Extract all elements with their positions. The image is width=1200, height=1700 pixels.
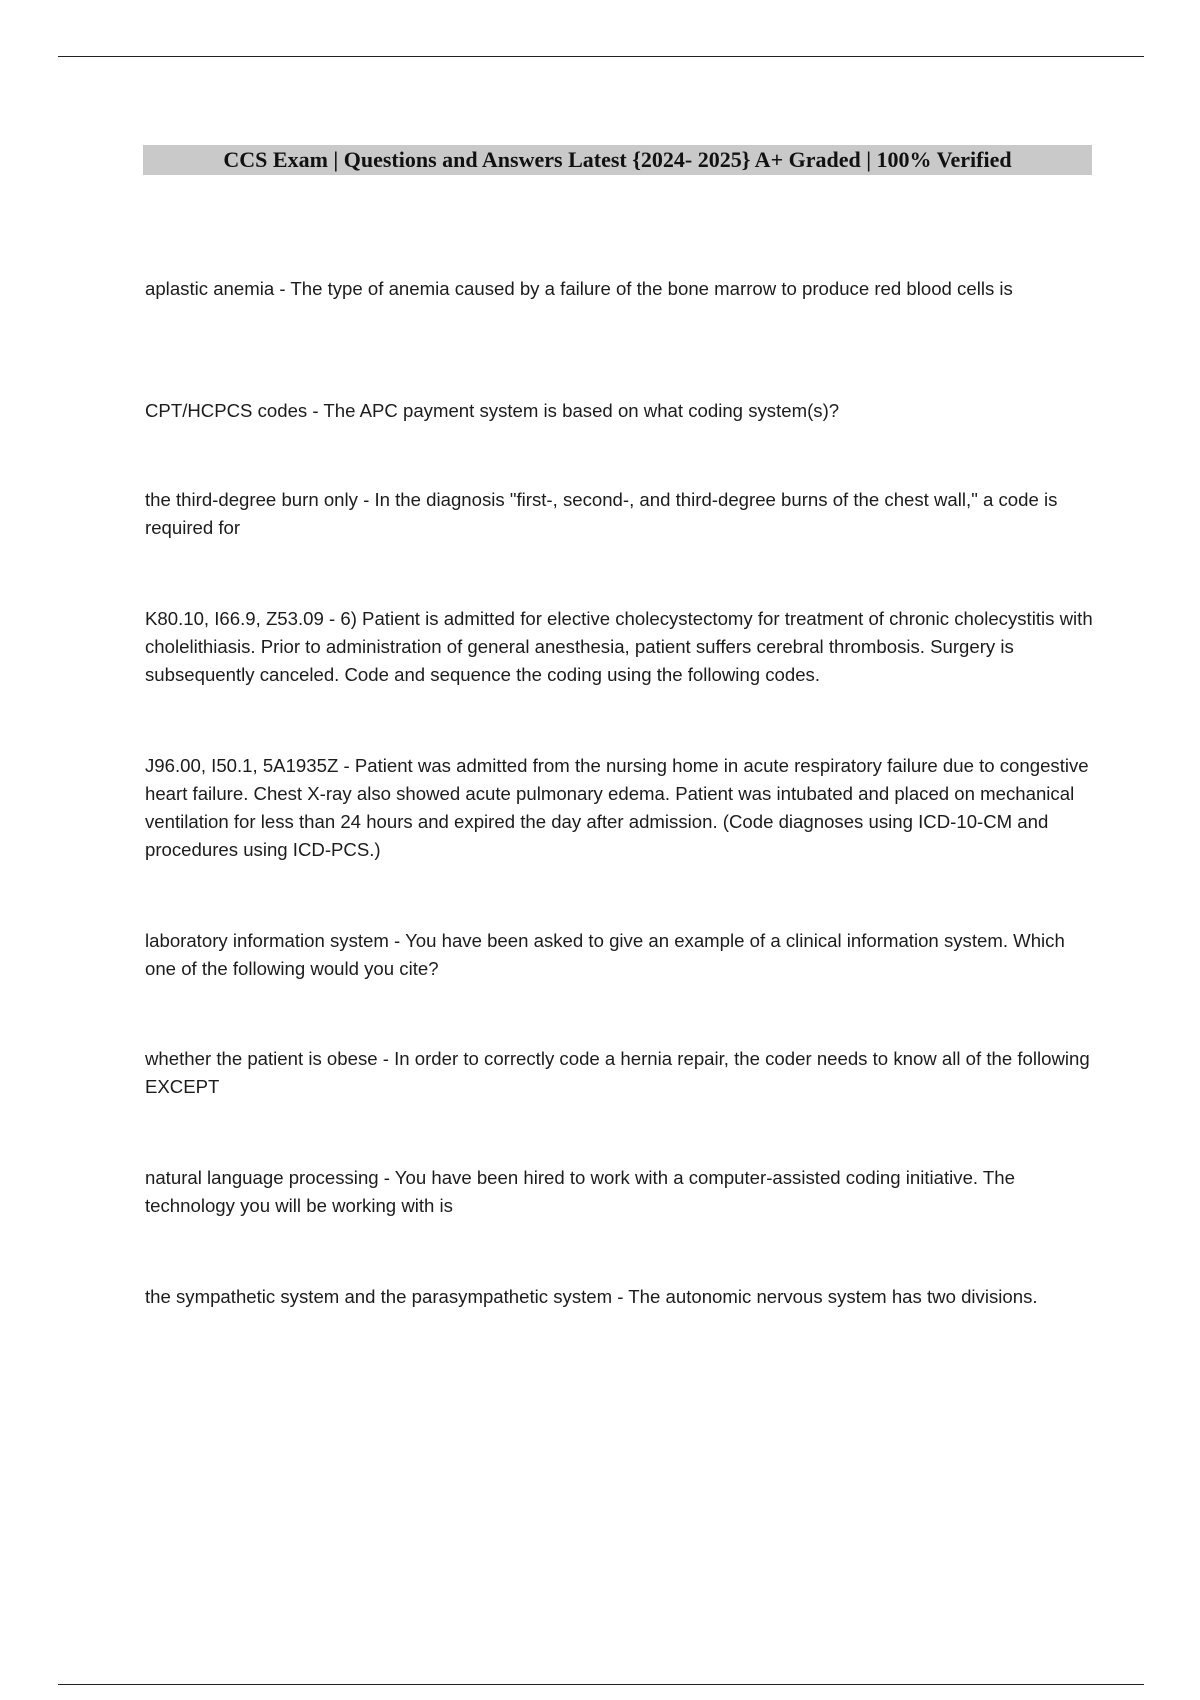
qa-item: the sympathetic system and the parasympathetic system - The autonomic nervous system has two divisions. <box>145 1286 1038 1307</box>
qa-item: J96.00, I50.1, 5A1935Z - Patient was admitted from the nursing home in acute respiratory failure due to congestive heart failure. Chest X-ray also showed acute pulmonary edema. Patient was intubated and placed on mechanical ventilation for less than 24 hours and expired the day after admission. (Code diagnoses using ICD-10-CM and procedures using ICD-PCS.) <box>145 755 1089 860</box>
qa-item: the third-degree burn only - In the diagnosis "first-, second-, and third-degree burns of the chest wall," a code is required for <box>145 489 1058 538</box>
document-title-bar <box>143 145 1092 175</box>
footer-rule <box>58 1684 1144 1685</box>
qa-item: K80.10, I66.9, Z53.09 - 6) Patient is admitted for elective cholecystectomy for treatment of chronic cholecystitis with cholelithiasis. Prior to administration of general anesthesia, patient suffers cerebral thrombosis. Surgery is subsequently canceled. Code and sequence the coding using the following codes. <box>145 608 1093 685</box>
document-title: CCS Exam | Questions and Answers Latest {2024- 2025} A+ Graded | 100% Verified <box>223 147 1012 172</box>
qa-item: natural language processing - You have been hired to work with a computer-assisted coding initiative. The technology you will be working with is <box>145 1167 1015 1216</box>
qa-item: aplastic anemia - The type of anemia caused by a failure of the bone marrow to produce red blood cells is <box>145 278 1013 299</box>
qa-item: CPT/HCPCS codes - The APC payment system is based on what coding system(s)? <box>145 400 840 421</box>
header-rule <box>58 56 1144 57</box>
qa-item: whether the patient is obese - In order to correctly code a hernia repair, the coder needs to know all of the following EXCEPT <box>145 1048 1090 1097</box>
qa-item: laboratory information system - You have been asked to give an example of a clinical information system. Which one of the following would you cite? <box>145 930 1065 979</box>
